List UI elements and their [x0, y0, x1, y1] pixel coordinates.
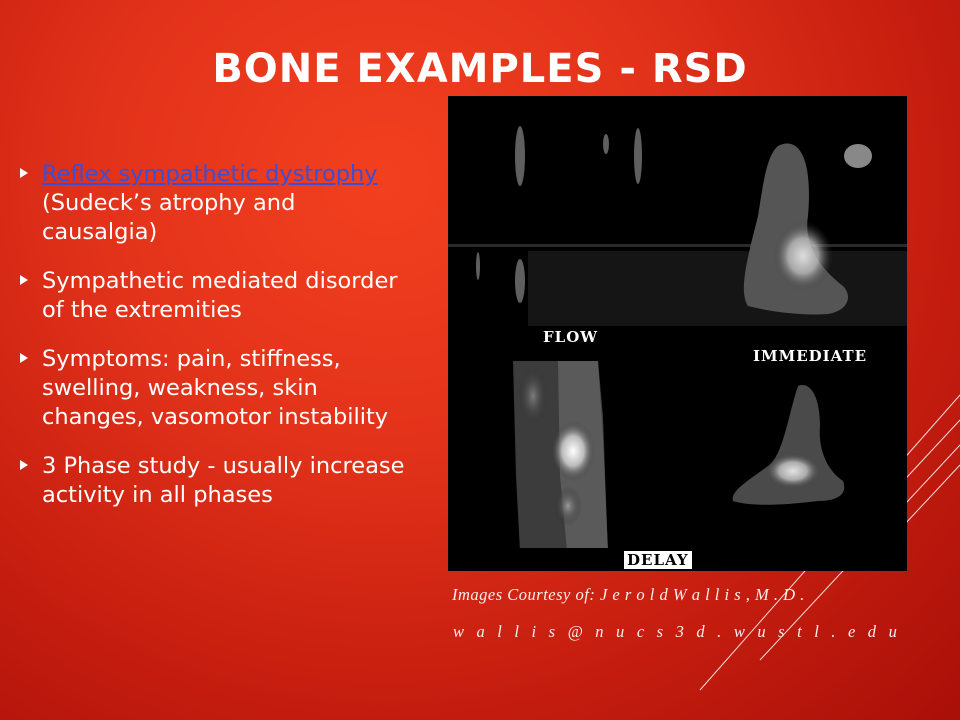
bullet-text: (Sudeck’s atrophy and causalgia) — [42, 190, 296, 245]
bullet-arrow-icon — [20, 168, 28, 178]
rsd-link[interactable]: Reflex sympathetic dystrophy — [42, 161, 378, 187]
slide-title: BONE EXAMPLES - RSD — [212, 46, 748, 92]
bullet-item — [20, 452, 405, 510]
image-credit: Images Courtesy of: J e r o l d W a l l i s , M . D . — [452, 585, 805, 604]
credit-email: w a l l i s @ n u c s 3 d . w u s t l . e d u — [453, 622, 902, 641]
bullet-item — [20, 267, 405, 325]
bullet-arrow-icon — [20, 275, 28, 285]
bone-scan-image — [448, 96, 907, 571]
bullet-item — [20, 345, 405, 432]
bone-scan-graphic — [448, 96, 907, 571]
delay-label: DELAY — [624, 551, 692, 569]
bullet-arrow-icon — [20, 460, 28, 470]
flow-label: FLOW — [543, 328, 599, 346]
bullet-text: 3 Phase study - usually increase activity in all phases — [42, 453, 405, 508]
bullet-arrow-icon — [20, 353, 28, 363]
bullet-item — [20, 160, 405, 247]
bullet-text: Symptoms: pain, stiffness, swelling, weakness, skin changes, vasomotor instability — [42, 346, 389, 430]
immediate-label: IMMEDIATE — [753, 347, 868, 365]
bullet-list — [20, 160, 405, 530]
bullet-text: Sympathetic mediated disorder of the extremities — [42, 268, 398, 323]
